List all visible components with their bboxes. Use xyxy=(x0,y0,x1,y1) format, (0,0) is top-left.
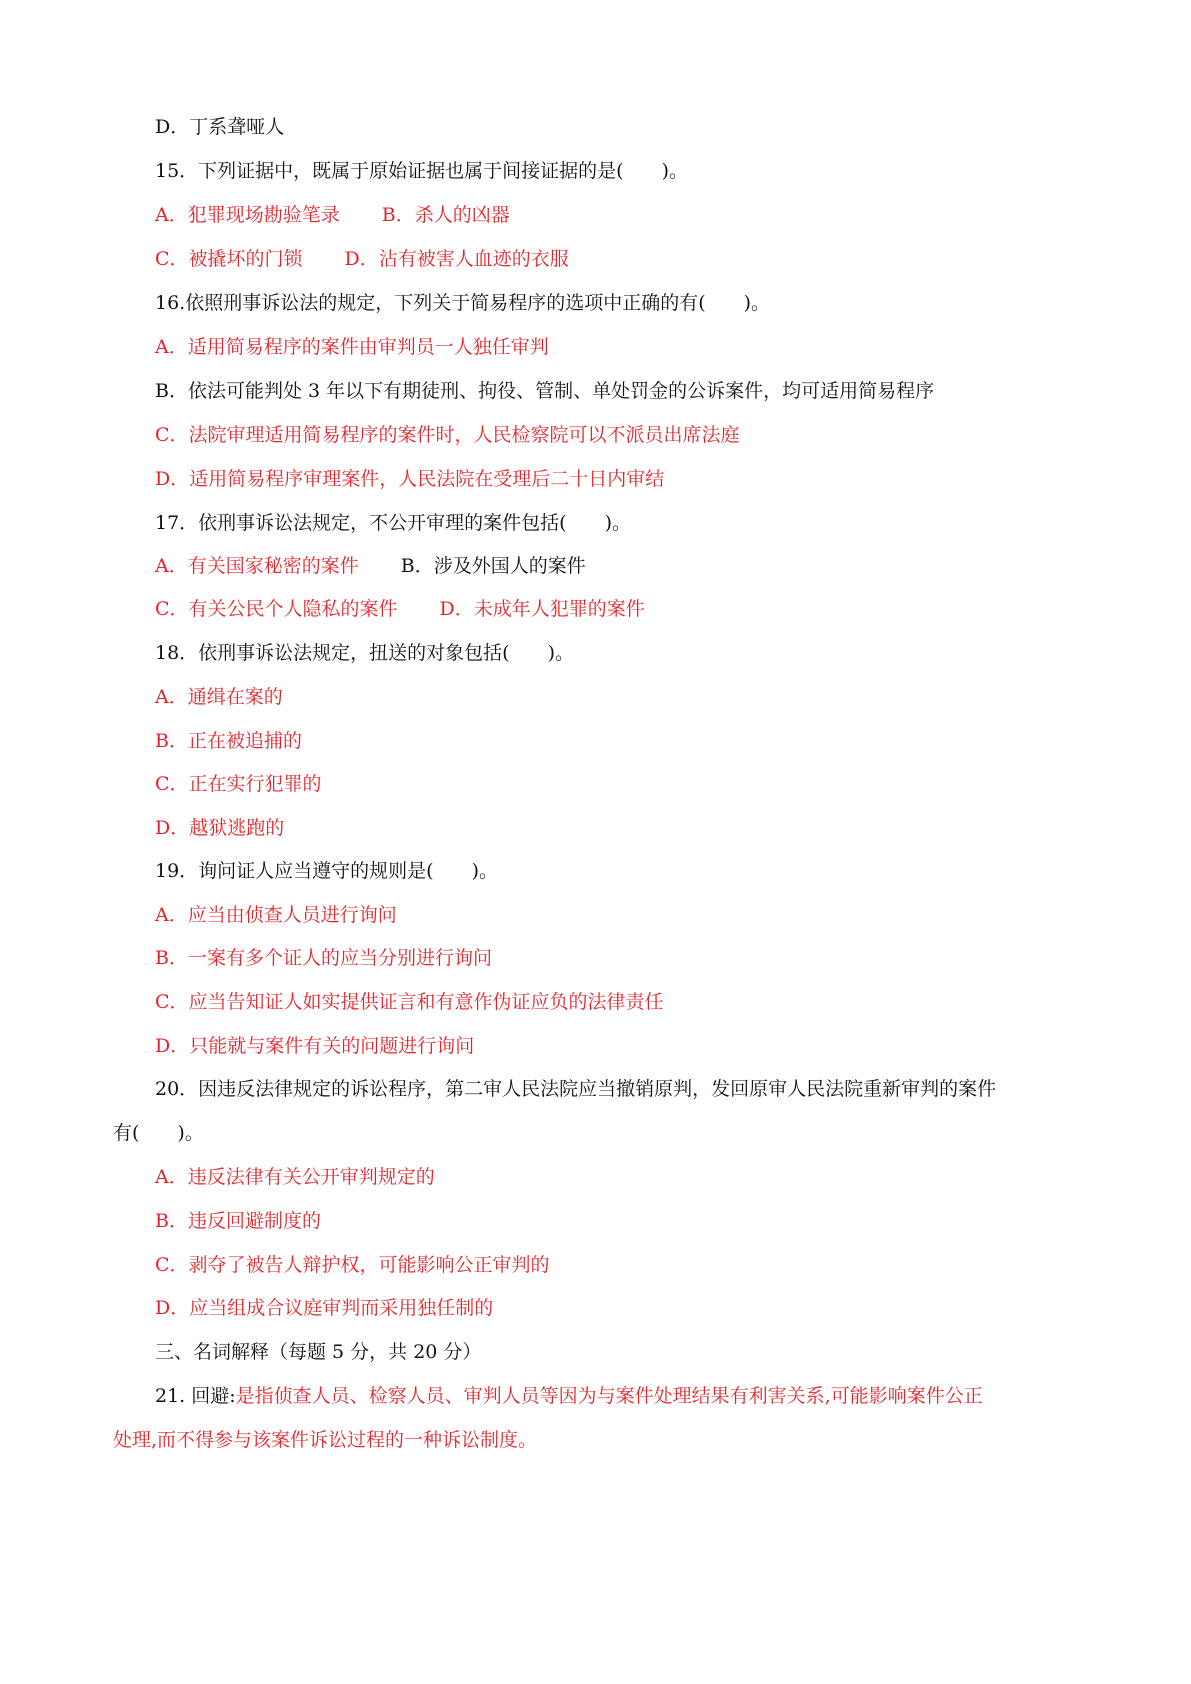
option-d: D．适用简易程序审理案件，人民法院在受理后二十日内审结 xyxy=(155,468,665,490)
option-b: B．依法可能判处 3 年以下有期徒刑、拘役、管制、单处罚金的公诉案件，均可适用简易程序 xyxy=(155,380,935,402)
option-c: C．有关公民个人隐私的案件 xyxy=(155,598,398,620)
option-b: B．涉及外国人的案件 xyxy=(400,555,586,577)
question-20: 20．因违反法律规定的诉讼程序，第二审人民法院应当撤销原判，发回原审人民法院重新审判的案件 xyxy=(155,1078,997,1100)
question-21 xyxy=(155,1384,983,1408)
option-a: A．通缉在案的 xyxy=(155,686,283,708)
option-a: A．违反法律有关公开审判规定的 xyxy=(155,1166,435,1188)
term-answer-cont: 处理,而不得参与该案件诉讼过程的一种诉讼制度。 xyxy=(113,1429,538,1451)
option-c: C．被撬坏的门锁 xyxy=(155,248,303,270)
question-17: 17．依刑事诉讼法规定，不公开审理的案件包括( )。 xyxy=(155,512,632,534)
option-a: A．有关国家秘密的案件 xyxy=(155,555,359,577)
option-c: C．剥夺了被告人辩护权，可能影响公正审判的 xyxy=(155,1254,550,1276)
question-19: 19．询问证人应当遵守的规则是( )。 xyxy=(155,860,499,882)
option-row-q17-ab xyxy=(155,554,586,578)
option-d: D．应当组成合议庭审判而采用独任制的 xyxy=(155,1297,494,1319)
option-a: A．犯罪现场勘验笔录 xyxy=(155,204,340,226)
option-d: D．只能就与案件有关的问题进行询问 xyxy=(155,1035,475,1057)
option-d-q14: D．丁系聋哑人 xyxy=(155,116,285,138)
option-row-q15-cd xyxy=(155,247,569,271)
option-a: A．应当由侦查人员进行询问 xyxy=(155,904,397,926)
option-b: B．杀人的凶器 xyxy=(381,204,510,226)
option-c: C．正在实行犯罪的 xyxy=(155,773,322,795)
term-label: 21. 回避: xyxy=(155,1385,236,1407)
option-c: C．法院审理适用简易程序的案件时，人民检察院可以不派员出席法庭 xyxy=(155,424,740,446)
term-answer: 是指侦查人员、检察人员、审判人员等因为与案件处理结果有利害关系,可能影响案件公正 xyxy=(235,1385,983,1407)
option-row-q15-ab xyxy=(155,203,510,227)
option-a: A．适用简易程序的案件由审判员一人独任审判 xyxy=(155,336,549,358)
option-d: D．未成年人犯罪的案件 xyxy=(439,598,645,620)
question-20-cont: 有( )。 xyxy=(113,1122,204,1144)
question-15: 15．下列证据中，既属于原始证据也属于间接证据的是( )。 xyxy=(155,160,689,182)
option-b: B．正在被追捕的 xyxy=(155,730,302,752)
option-row-q17-cd xyxy=(155,597,645,621)
option-b: B．一案有多个证人的应当分别进行询问 xyxy=(155,947,492,969)
section-heading: 三、名词解释（每题 5 分，共 20 分） xyxy=(155,1341,482,1363)
question-16: 16.依照刑事诉讼法的规定，下列关于简易程序的选项中正确的有( )。 xyxy=(155,292,771,314)
question-18: 18．依刑事诉讼法规定，扭送的对象包括( )。 xyxy=(155,642,575,664)
option-d: D．越狱逃跑的 xyxy=(155,817,285,839)
option-c: C．应当告知证人如实提供证言和有意作伪证应负的法律责任 xyxy=(155,991,664,1013)
option-d: D．沾有被害人血迹的衣服 xyxy=(344,248,569,270)
option-b: B．违反回避制度的 xyxy=(155,1210,321,1232)
